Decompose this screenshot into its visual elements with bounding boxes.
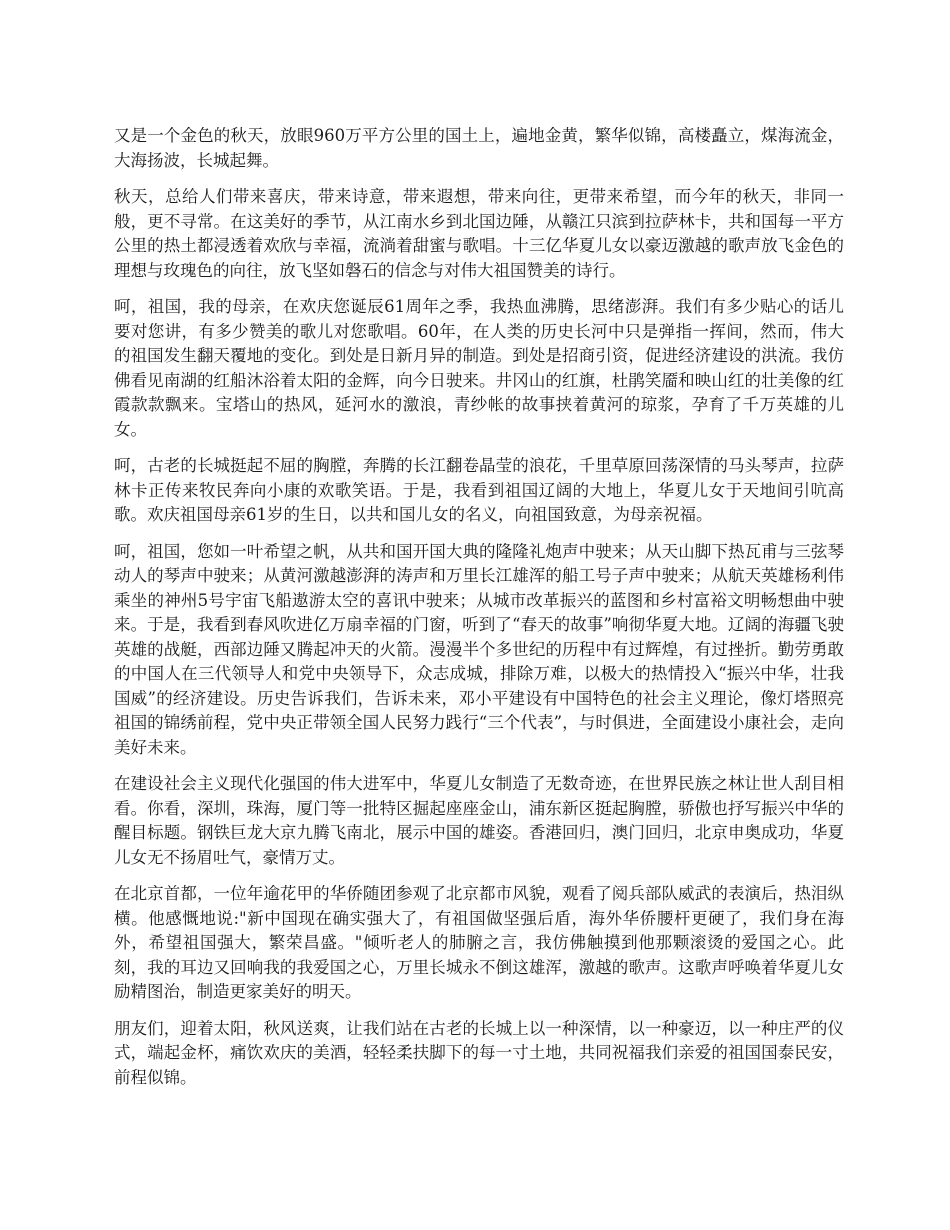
paragraph-2: 秋天，总给人们带来喜庆，带来诗意，带来遐想，带来向往，更带来希望，而今年的秋天，非同一般，更不寻常。在这美好的季节，从江南水乡到北国边陲，从赣江只滨到拉萨林卡，共和国每一平方公里的热土都浸透着欢欣与幸福，流淌着甜蜜与歌唱。十三亿华夏儿女以豪迈激越的歌声放飞金色的理想与玫瑰色的向往，放飞坚如磐石的信念与对伟大祖国赞美的诗行。 xyxy=(114,187,844,280)
paragraph-7: 在北京首都，一位年逾花甲的华侨随团参观了北京都市风貌，观看了阅兵部队威武的表演后，热泪纵横。他感慨地说:"新中国现在确实强大了，有祖国做坚强后盾，海外华侨腰杆更硬了，我们身在海外，希望祖国强大，繁荣昌盛。"倾听老人的肺腑之言，我仿佛触摸到他那颗滚烫的爱国之心。此刻，我的耳边又回响我的我爱国之心，万里长城永不倒这雄浑，激越的歌声。这歌声呼唤着华夏儿女励精图治，制造更家美好的明天。 xyxy=(114,884,844,1001)
paragraph-6: 在建设社会主义现代化强国的伟大进军中，华夏儿女制造了无数奇迹，在世界民族之林让世人刮目相看。你看，深圳，珠海，厦门等一批特区掘起座座金山，浦东新区挺起胸膛，骄傲也抒写振兴中华的醒目标题。钢铁巨龙大京九腾飞南北，展示中国的雄姿。香港回归，澳门回归，北京申奥成功，华夏儿女无不扬眉吐气，豪情万丈。 xyxy=(114,774,844,867)
paragraph-4: 呵，古老的长城挺起不屈的胸膛，奔腾的长江翻卷晶莹的浪花，千里草原回荡深情的马头琴声，拉萨林卡正传来牧民奔向小康的欢歌笑语。于是，我看到祖国辽阔的大地上，华夏儿女于天地间引吭高歌。欢庆祖国母亲61岁的生日，以共和国儿女的名义，向祖国致意，为母亲祝福。 xyxy=(114,456,844,524)
document-body xyxy=(114,124,844,1102)
paragraph-1: 又是一个金色的秋天，放眼960万平方公里的国土上，遍地金黄，繁华似锦，高楼矗立，煤海流金，大海扬波，长城起舞。 xyxy=(114,126,844,170)
paragraph-5: 呵，祖国，您如一叶希望之帆，从共和国开国大典的隆隆礼炮声中驶来；从天山脚下热瓦甫与三弦琴动人的琴声中驶来；从黄河激越澎湃的涛声和万里长江雄浑的船工号子声中驶来；从航天英雄杨利伟乘坐的神州5号宇宙飞船遨游太空的喜讯中驶来；从城市改革振兴的蓝图和乡村富裕文明畅想曲中驶来。于是，我看到春风吹进亿万扇幸福的门窗，听到了“春天的故事”响彻华夏大地。辽阔的海疆飞驶英雄的战艇，西部边陲又腾起冲天的火箭。漫漫半个多世纪的历程中有过辉煌，有过挫折。勤劳勇敢的中国人在三代领导人和党中央领导下，众志成城，排除万难，以极大的热情投入“振兴中华，壮我国威”的经济建设。历史告诉我们，告诉未来，邓小平建设有中国特色的社会主义理论，像灯塔照亮祖国的锦绣前程，党中央正带领全国人民努力践行“三个代表”，与时俱进，全面建设小康社会，走向美好未来。 xyxy=(114,541,844,757)
paragraph-8: 朋友们，迎着太阳，秋风送爽，让我们站在古老的长城上以一种深情，以一种豪迈，以一种庄严的仪式，端起金杯，痛饮欢庆的美酒，轻轻柔扶脚下的每一寸土地，共同祝福我们亲爱的祖国国泰民安，前程似锦。 xyxy=(114,1018,844,1087)
paragraph-3: 呵，祖国，我的母亲，在欢庆您诞辰61周年之季，我热血沸腾，思绪澎湃。我们有多少贴心的话儿要对您讲，有多少赞美的歌儿对您歌唱。60年，在人类的历史长河中只是弹指一挥间，然而，伟大的祖国发生翻天覆地的变化。到处是日新月异的制造。到处是招商引资，促进经济建设的洪流。我仿佛看见南湖的红船沐浴着太阳的金辉，向今日驶来。井冈山的红旗，杜鹃笑靥和映山红的壮美像的红霞款款飘来。宝塔山的热风，延河水的激浪，青纱帐的故事挟着黄河的琼浆，孕育了千万英雄的儿女。 xyxy=(114,297,844,439)
